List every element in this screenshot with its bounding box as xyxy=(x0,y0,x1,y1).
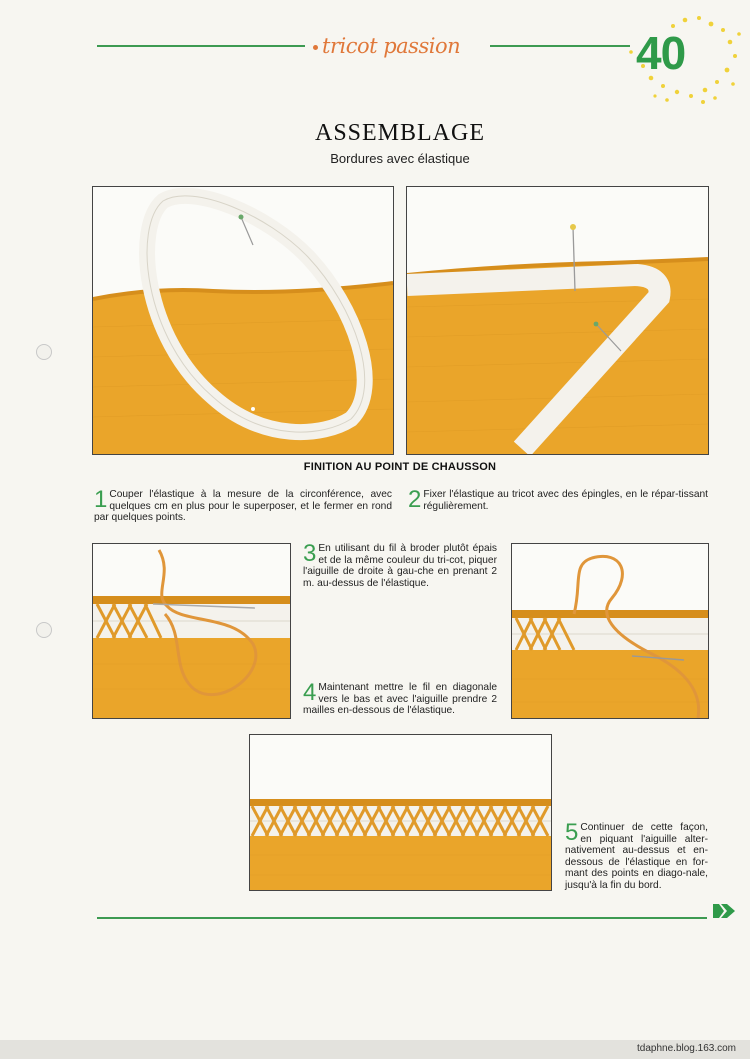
step-5 xyxy=(565,819,708,892)
photo-step-2 xyxy=(406,186,709,455)
step-text: Continuer de cette façon, en piquant l'aiguille alter-nativement au-dessus et en-dessous de l'élastique en for-mant des points en diago-nale, jusqu'à la fin du bord. xyxy=(565,822,708,891)
step-number: 1 xyxy=(94,486,108,513)
footer-bar xyxy=(0,1040,750,1059)
step-number: 2 xyxy=(408,486,422,513)
photo-step-4 xyxy=(511,543,709,719)
step-text: En utilisant du fil à broder plutôt épais et de la même couleur du tri-cot, piquer l'aiguille de droite à gau-che en prenant 2 m. au-dessus de l'élastique. xyxy=(303,543,497,589)
step-4 xyxy=(303,679,497,717)
step-2 xyxy=(408,486,708,513)
page-number: 40 xyxy=(636,27,686,79)
section-title: FINITION AU POINT DE CHAUSSON xyxy=(303,461,497,473)
brand-bullet-icon xyxy=(313,45,318,50)
watermark-text: tdaphne.blog.163.com xyxy=(637,1043,736,1054)
page-subtitle: Bordures avec élastique xyxy=(330,151,470,166)
step-number: 3 xyxy=(303,540,317,567)
photo-step-1 xyxy=(92,186,394,455)
step-1 xyxy=(94,486,392,524)
footer-rule xyxy=(97,917,707,919)
photo-step-5 xyxy=(249,734,552,891)
step-number: 4 xyxy=(303,679,317,706)
binder-hole-icon xyxy=(36,344,52,360)
header-rule-left xyxy=(97,45,305,47)
step-text: Fixer l'élastique au tricot avec des épingles, en le répar-tissant régulièrement. xyxy=(423,489,708,512)
header-rule-right xyxy=(490,45,630,47)
page-title: ASSEMBLAGE xyxy=(314,120,486,146)
next-page-arrow-icon[interactable] xyxy=(712,903,736,919)
step-text: Maintenant mettre le fil en diagonale vers le bas et avec l'aiguille prendre 2 mailles en-dessous de l'élastique. xyxy=(303,682,497,717)
binder-hole-icon xyxy=(36,622,52,638)
photo-step-3 xyxy=(92,543,291,719)
step-text: Couper l'élastique à la mesure de la circonférence, avec quelques cm en plus pour le superposer, et le fermer en rond par quelques points. xyxy=(94,489,392,524)
brand-title: tricot passion xyxy=(322,34,461,58)
step-number: 5 xyxy=(565,819,579,846)
step-3 xyxy=(303,540,497,589)
